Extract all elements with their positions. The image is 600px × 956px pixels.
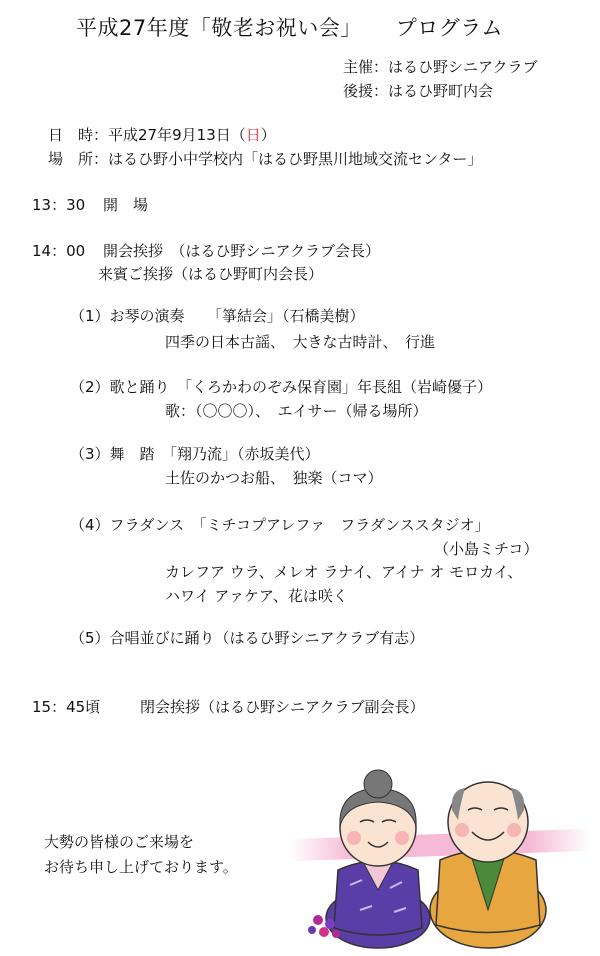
grandfather-figure <box>430 782 546 948</box>
program-title: フラダンス 「ミチコプアレファ フラダンススタジオ」 <box>109 516 490 534</box>
program-detail: ハワイ アァケア、花は咲く <box>165 587 348 605</box>
date-line <box>48 124 276 145</box>
date-label: 日 時： <box>48 126 109 144</box>
place-value: はるひ野小中学校内「はるひ野黒川地域交流センター」 <box>108 150 483 168</box>
opening-remarks: 開会挨拶 （はるひ野シニアクラブ会長） <box>103 242 381 260</box>
program-detail: 歌：（〇〇〇）、 エイサー（帰る場所） <box>165 402 428 420</box>
place-line <box>48 148 482 169</box>
program-item-4 <box>70 514 490 535</box>
program-item-2 <box>70 376 492 397</box>
host-line: 主催：はるひ野シニアクラブ <box>343 58 538 76</box>
message-line-2: お待ち申し上げております。 <box>44 858 238 876</box>
program-num: （3） <box>70 445 110 463</box>
guest-remarks: 来賓ご挨拶（はるひ野町内会長） <box>98 265 324 283</box>
start-time: 14：00 <box>32 242 86 260</box>
message-line-1: 大勢の皆様のご来場を <box>44 833 195 851</box>
program-title: 舞 踏 「翔乃流」（赤坂美代） <box>109 445 320 463</box>
program-title: 歌と踊り 「くろかわのぞみ保育園」年長組（岩崎優子） <box>109 378 493 396</box>
program-item-3 <box>70 443 320 464</box>
elderly-couple-illustration <box>290 760 590 950</box>
program-num: （1） <box>70 307 110 325</box>
program-num: （4） <box>70 516 110 534</box>
date-close: ） <box>260 126 276 144</box>
program-title: 合唱並びに踊り（はるひ野シニアクラブ有志） <box>109 629 425 647</box>
close-time: 15：45頃 <box>32 698 101 716</box>
support-line: 後援：はるひ野町内会 <box>343 82 494 100</box>
program-detail: 四季の日本古謡、 大きな古時計、 行進 <box>165 333 436 351</box>
date-day: 日 <box>245 126 261 144</box>
program-sub: （小島ミチコ） <box>434 540 539 558</box>
program-item-5 <box>70 627 424 648</box>
program-detail: カレフア ウラ、メレオ ラナイ、アイナ オ モロカイ、 <box>165 563 523 581</box>
title-main: 平成27年度「敬老お祝い会」 <box>76 16 362 40</box>
open-time: 13：30 <box>32 196 86 214</box>
program-num: （5） <box>70 629 110 647</box>
program-item-1 <box>70 305 365 326</box>
date-value: 平成27年9月13日（ <box>108 126 246 144</box>
title-sub: プログラム <box>395 16 504 40</box>
closing-remarks: 閉会挨拶（はるひ野シニアクラブ副会長） <box>140 698 425 716</box>
program-detail: 土佐のかつお船、 独楽（コマ） <box>165 469 383 487</box>
program-title: お琴の演奏 「箏結会」（石橋美樹） <box>109 307 365 325</box>
program-num: （2） <box>70 378 110 396</box>
grandmother-figure <box>326 770 430 948</box>
page-title <box>76 12 503 42</box>
place-label: 場 所： <box>48 150 109 168</box>
open-label: 開 場 <box>103 196 149 214</box>
